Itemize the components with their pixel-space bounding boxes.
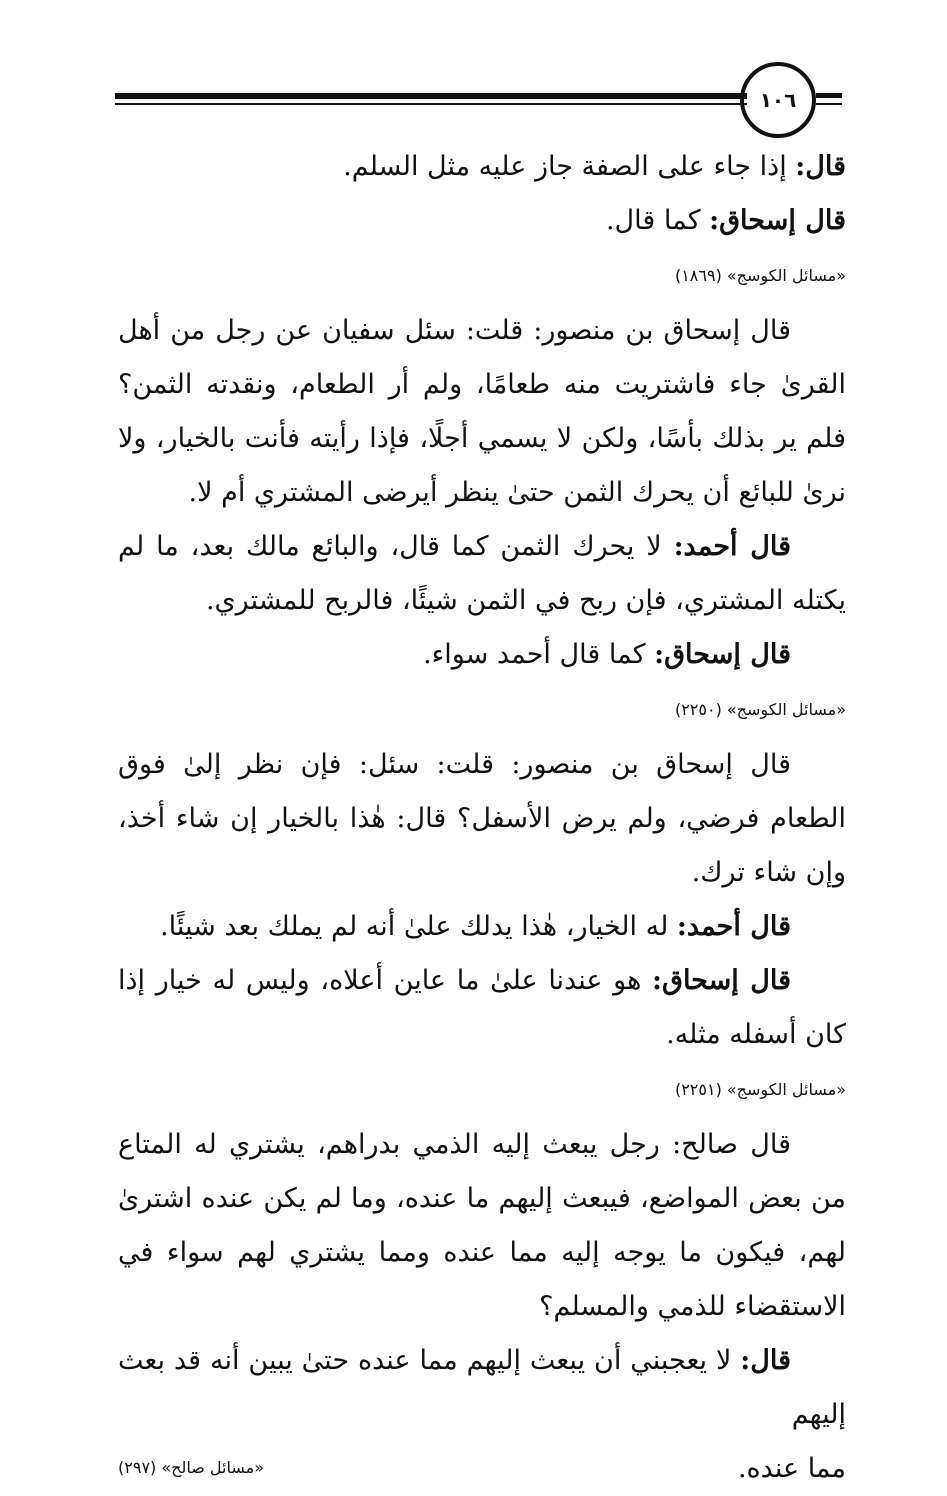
speaker-label: قال إسحاق:: [709, 205, 846, 236]
paragraph: [118, 304, 846, 520]
paragraph-text: له الخيار، هٰذا يدلك علىٰ أنه لم يملك بعد شيئًا.: [160, 911, 677, 942]
paragraph-text: هو عندنا علىٰ ما عاين أعلاه، وليس له خيار إذا كان أسفله مثله.: [118, 965, 846, 1050]
source-citation: «مسائل صالح» (٢٩٧): [118, 1458, 264, 1477]
paragraph: [118, 520, 846, 628]
paragraph-text: كما قال أحمد سواء.: [423, 639, 655, 670]
header-rule-right-thin: [816, 103, 842, 105]
speaker-label: قال إسحاق:: [652, 965, 791, 996]
paragraph-text: قال إسحاق بن منصور: قلت: سئل سفيان عن رجل من أهل القرىٰ جاء فاشتريت منه طعامًا، ولم أر الطعام، ونقدته الثمن؟ فلم ير بذلك بأسًا، ولكن لا يسمي أجلًا، فإذا رأيته فأنت بالخيار، ولا نرىٰ للبائع أن يحرك الثمن حتىٰ ينظر أيرضى المشتري أم لا.: [118, 315, 846, 508]
speaker-label: قال:: [795, 151, 846, 182]
source-citation: «مسائل الكوسج» (١٨٦٩): [674, 266, 846, 285]
paragraph: [118, 1118, 846, 1334]
final-line: [118, 1442, 846, 1496]
paragraph-text: إذا جاء على الصفة جاز عليه مثل السلم.: [343, 151, 796, 182]
paragraph-text: مما عنده.: [737, 1453, 846, 1484]
speaker-label: قال إسحاق:: [654, 639, 791, 670]
header-rule-right: [816, 93, 842, 98]
paragraph-text: لا يعجبني أن يبعث إليهم مما عنده حتىٰ يبين أنه قد بعث إليهم: [118, 1345, 846, 1430]
paragraph-text: لا يحرك الثمن كما قال، والبائع مالك بعد، ما لم يكتله المشتري، فإن ربح في الثمن شيئًا، فالربح للمشتري.: [118, 531, 846, 616]
header-rule: [115, 93, 747, 99]
paragraph: [118, 140, 846, 194]
source-citation: «مسائل الكوسج» (٢٢٥٠): [674, 700, 846, 719]
paragraph: [118, 1334, 846, 1442]
paragraph-text: قال صالح: رجل يبعث إليه الذمي بدراهم، يشتري له المتاع من بعض المواضع، فيبعث إليهم ما عنده، وما لم يكن عنده اشترىٰ لهم، فيكون ما يوجه إليه مما عنده ومما يشتري لهم سواء في الاستقضاء للذمي والمسلم؟: [118, 1129, 846, 1322]
page-header: [0, 62, 947, 142]
paragraph-text: قال إسحاق بن منصور: قلت: سئل: فإن نظر إلىٰ فوق الطعام فرضي، ولم يرض الأسفل؟ قال: هٰذا بالخيار إن شاء أخذ، وإن شاء ترك.: [118, 749, 846, 888]
page-number: ١٠٦: [740, 62, 816, 138]
page-body: [118, 140, 846, 1496]
speaker-label: قال:: [740, 1345, 791, 1376]
speaker-label: قال أحمد:: [673, 531, 791, 562]
source-citation: «مسائل الكوسج» (٢٢٥١): [674, 1080, 846, 1099]
paragraph: [118, 194, 846, 248]
paragraph: [118, 628, 846, 682]
paragraph: [118, 900, 846, 954]
header-rule-thin: [115, 103, 747, 105]
speaker-label: قال أحمد:: [676, 911, 791, 942]
paragraph-text: كما قال.: [605, 205, 710, 236]
paragraph: [118, 738, 846, 900]
paragraph: [118, 954, 846, 1062]
